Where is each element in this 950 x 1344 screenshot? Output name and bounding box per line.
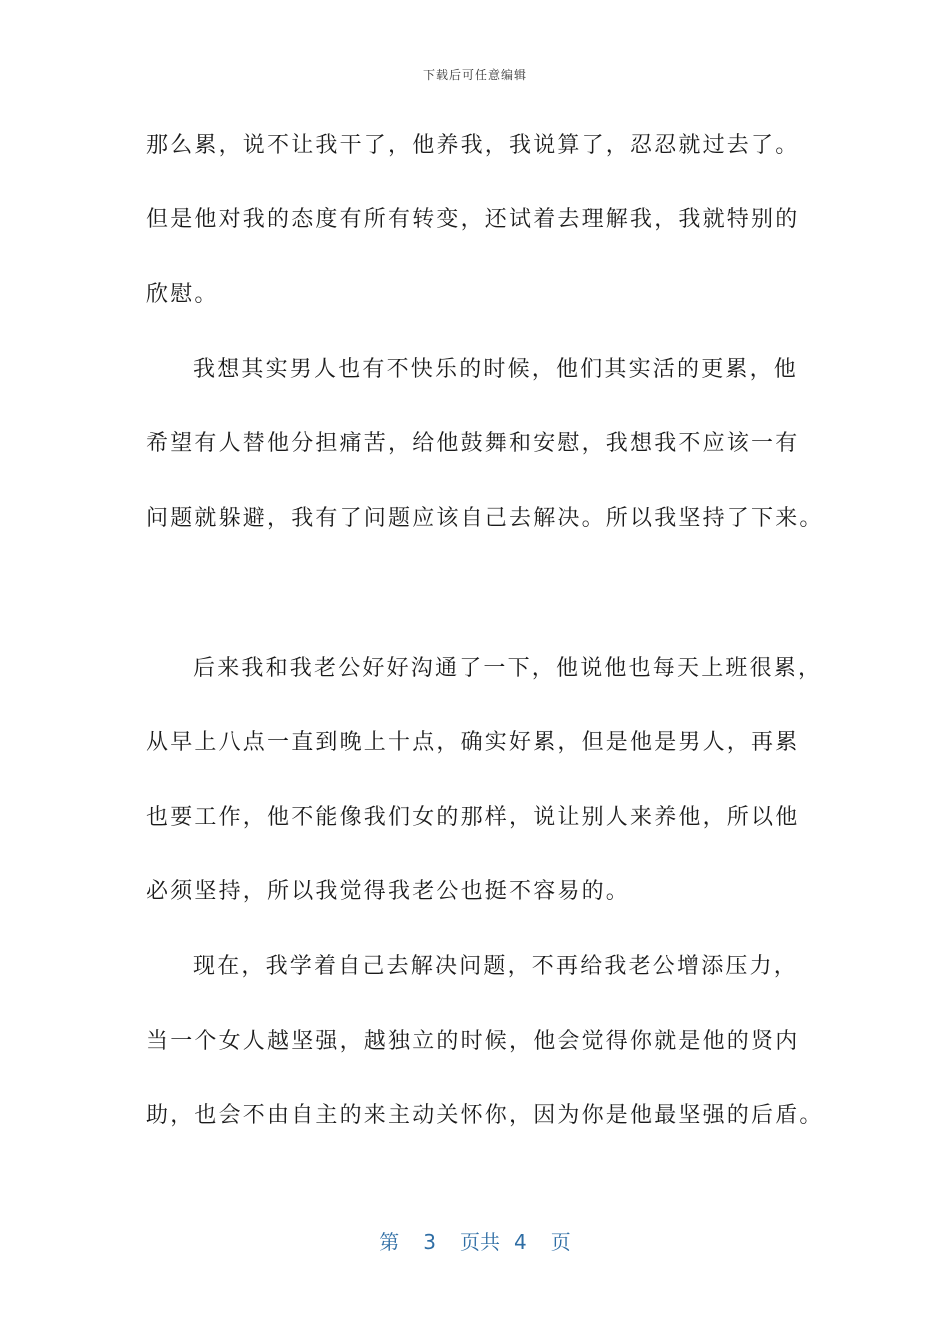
paragraph-start-line: 我想其实男人也有不快乐的时候，他们其实活的更累，他 xyxy=(193,357,799,382)
text-line: 欣慰。 xyxy=(146,282,219,307)
current-page-number: 3 xyxy=(423,1230,436,1254)
text-line: 从早上八点一直到晚上十点，确实好累，但是他是男人，再累 xyxy=(146,730,800,755)
page-label-mid: 页共 xyxy=(460,1230,500,1254)
paragraph-start-line: 现在，我学着自己去解决问题，不再给我老公增添压力， xyxy=(193,954,799,979)
paragraph-start-line: 后来我和我老公好好沟通了一下，他说他也每天上班很累， xyxy=(193,656,823,681)
page-label-suffix: 页 xyxy=(550,1230,571,1254)
text-line: 那么累，说不让我干了，他养我，我说算了，忍忍就过去了。 xyxy=(146,133,800,158)
text-line: 希望有人替他分担痛苦，给他鼓舞和安慰，我想我不应该一有 xyxy=(146,431,800,456)
text-line: 当一个女人越坚强，越独立的时候，他会觉得你就是他的贤内 xyxy=(146,1029,800,1054)
page-header: 下载后可任意编辑 xyxy=(422,68,527,82)
page-footer xyxy=(0,1226,950,1255)
text-line: 也要工作，他不能像我们女的那样，说让别人来养他，所以他 xyxy=(146,805,800,830)
text-line: 必须坚持，所以我觉得我老公也挺不容易的。 xyxy=(146,879,631,904)
text-line: 但是他对我的态度有所有转变，还试着去理解我，我就特别的 xyxy=(146,207,800,232)
text-line: 问题就躲避，我有了问题应该自己去解决。所以我坚持了下来。 xyxy=(146,506,824,531)
page-label-prefix: 第 xyxy=(379,1230,400,1254)
text-line: 助，也会不由自主的来主动关怀你，因为你是他最坚强的后盾。 xyxy=(146,1103,824,1128)
total-pages-number: 4 xyxy=(514,1230,527,1254)
